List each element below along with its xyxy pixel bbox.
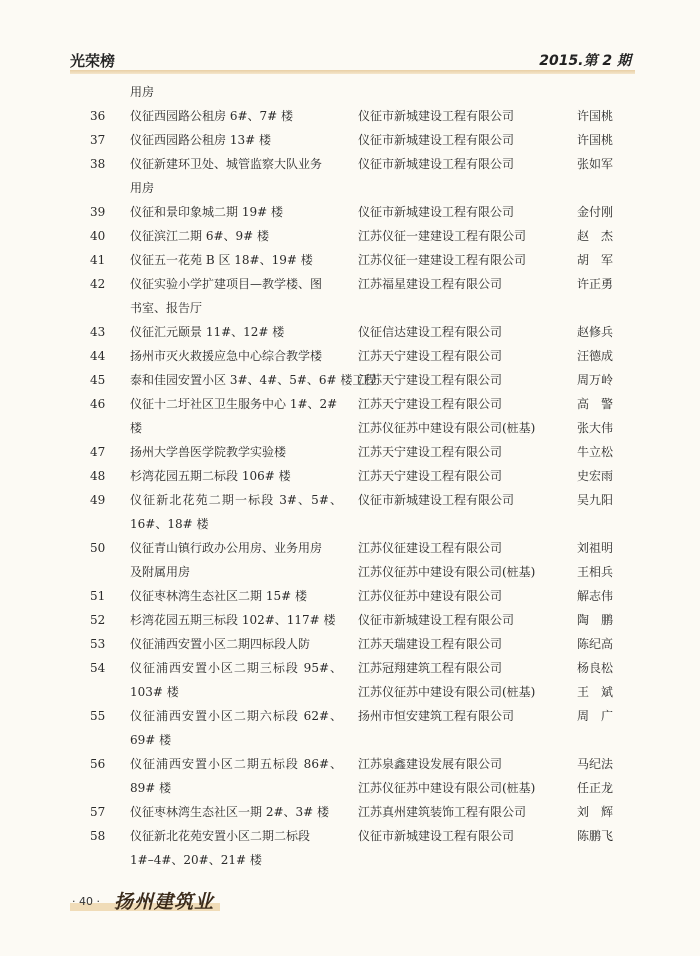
project-manager: 陈鹏飞: [577, 829, 614, 843]
project-name: 仪征西园路公租房 13# 楼: [130, 133, 271, 147]
project-manager: 解志伟: [577, 589, 614, 603]
construction-company: 江苏天宁建设工程有限公司: [358, 445, 503, 459]
item-number: 51: [90, 589, 106, 603]
item-number: 55: [90, 709, 106, 723]
project-name: 扬州大学兽医学院教学实验楼: [130, 445, 287, 459]
project-manager: 张如军: [577, 157, 614, 171]
item-number: 52: [90, 613, 106, 627]
list-row: [0, 416, 700, 440]
project-manager: 许国桃: [577, 109, 614, 123]
project-name: 仪征枣林湾生态社区一期 2#、3# 楼: [130, 805, 330, 819]
construction-company: 江苏仪征苏中建设有限公司(桩基): [358, 421, 536, 435]
list-row: [0, 392, 700, 416]
list-row: [0, 200, 700, 224]
item-number: 37: [90, 133, 106, 147]
item-number: 45: [90, 373, 106, 387]
construction-company: 江苏天宁建设工程有限公司: [358, 349, 503, 363]
list-row: [0, 488, 700, 512]
project-name: 仪征和景印象城二期 19# 楼: [130, 205, 283, 219]
list-row: [0, 368, 700, 392]
project-name: 仪征新北花苑二期一标段 3#、5#、: [130, 493, 342, 507]
list-row: [0, 536, 700, 560]
list-row: [0, 752, 700, 776]
list-row: [0, 80, 700, 104]
project-manager: 陈纪高: [577, 637, 614, 651]
project-manager: 张大伟: [577, 421, 614, 435]
construction-company: 江苏福星建设工程有限公司: [358, 277, 503, 291]
project-name: 杉湾花园五期二标段 106# 楼: [130, 469, 291, 483]
project-manager: 金付刚: [577, 205, 614, 219]
construction-company: 江苏仪征苏中建设有限公司: [358, 589, 503, 603]
project-name: 仪征新北花苑安置小区二期二标段: [130, 829, 311, 843]
project-name: 仪征新建环卫处、城管监察大队业务: [130, 157, 323, 171]
project-name: 用房: [130, 85, 155, 99]
project-name: 仪征青山镇行政办公用房、业务用房: [130, 541, 323, 555]
list-row: [0, 248, 700, 272]
page-number: · 40 ·: [72, 895, 100, 908]
list-row: [0, 824, 700, 848]
list-row: [0, 848, 700, 872]
item-number: 50: [90, 541, 106, 555]
page-header: [70, 44, 635, 72]
project-manager: 王 斌: [577, 685, 614, 699]
list-row: [0, 320, 700, 344]
project-manager: 许国桃: [577, 133, 614, 147]
construction-company: 江苏仪征苏中建设有限公司(桩基): [358, 685, 536, 699]
project-manager: 赵修兵: [577, 325, 614, 339]
list-row: [0, 296, 700, 320]
project-name: 泰和佳园安置小区 3#、4#、5#、6# 楼工程: [130, 373, 377, 387]
project-manager: 周 广: [577, 709, 614, 723]
project-name: 及附属用房: [130, 565, 191, 579]
item-number: 40: [90, 229, 106, 243]
project-name: 仪征浦西安置小区二期三标段 95#、: [130, 661, 342, 675]
honor-list: [0, 80, 700, 872]
item-number: 44: [90, 349, 106, 363]
list-row: [0, 680, 700, 704]
project-manager: 牛立松: [577, 445, 614, 459]
list-row: [0, 152, 700, 176]
construction-company: 江苏天宁建设工程有限公司: [358, 469, 503, 483]
list-row: [0, 104, 700, 128]
list-row: [0, 800, 700, 824]
construction-company: 江苏仪征苏中建设有限公司(桩基): [358, 781, 536, 795]
project-name: 书室、报告厅: [130, 301, 203, 315]
item-number: 53: [90, 637, 106, 651]
construction-company: 仪征信达建设工程有限公司: [358, 325, 503, 339]
project-manager: 赵 杰: [577, 229, 614, 243]
list-row: [0, 344, 700, 368]
list-row: [0, 776, 700, 800]
item-number: 47: [90, 445, 106, 459]
project-manager: 杨良松: [577, 661, 614, 675]
project-name: 仪征枣林湾生态社区二期 15# 楼: [130, 589, 307, 603]
item-number: 38: [90, 157, 106, 171]
list-row: [0, 128, 700, 152]
list-row: [0, 440, 700, 464]
item-number: 42: [90, 277, 106, 291]
construction-company: 仪征市新城建设工程有限公司: [358, 133, 515, 147]
project-name: 杉湾花园五期三标段 102#、117# 楼: [130, 613, 336, 627]
construction-company: 江苏天瑞建设工程有限公司: [358, 637, 503, 651]
list-row: [0, 704, 700, 728]
list-row: [0, 728, 700, 752]
list-row: [0, 632, 700, 656]
item-number: 41: [90, 253, 106, 267]
issue-label: 2015.第 2 期: [539, 53, 631, 69]
project-manager: 陶 鹏: [577, 613, 614, 627]
construction-company: 江苏仪征苏中建设有限公司(桩基): [358, 565, 536, 579]
construction-company: 仪征市新城建设工程有限公司: [358, 829, 515, 843]
project-name: 仪征十二圩社区卫生服务中心 1#、2#: [130, 397, 338, 411]
magazine-logo: 扬州建筑业: [114, 891, 215, 913]
item-number: 57: [90, 805, 106, 819]
project-manager: 汪德成: [577, 349, 614, 363]
project-name: 楼: [130, 421, 143, 435]
construction-company: 仪征市新城建设工程有限公司: [358, 613, 515, 627]
construction-company: 江苏仪征建设工程有限公司: [358, 541, 503, 555]
list-row: [0, 608, 700, 632]
project-name: 69# 楼: [130, 733, 172, 747]
item-number: 58: [90, 829, 106, 843]
project-name: 仪征浦西安置小区二期六标段 62#、: [130, 709, 342, 723]
list-row: [0, 656, 700, 680]
list-row: [0, 464, 700, 488]
project-manager: 刘 辉: [577, 805, 614, 819]
project-name: 仪征五一花苑 B 区 18#、19# 楼: [130, 253, 313, 267]
construction-company: 江苏仪征一建建设工程有限公司: [358, 253, 527, 267]
list-row: [0, 584, 700, 608]
construction-company: 仪征市新城建设工程有限公司: [358, 157, 515, 171]
list-row: [0, 176, 700, 200]
construction-company: 江苏仪征一建建设工程有限公司: [358, 229, 527, 243]
project-name: 仪征滨江二期 6#、9# 楼: [130, 229, 270, 243]
item-number: 56: [90, 757, 106, 771]
item-number: 46: [90, 397, 106, 411]
construction-company: 仪征市新城建设工程有限公司: [358, 109, 515, 123]
construction-company: 江苏天宁建设工程有限公司: [358, 373, 503, 387]
item-number: 43: [90, 325, 106, 339]
project-manager: 王相兵: [577, 565, 614, 579]
project-name: 仪征浦西安置小区二期五标段 86#、: [130, 757, 342, 771]
construction-company: 江苏冠翔建筑工程有限公司: [358, 661, 503, 675]
page-footer: [70, 891, 220, 921]
project-manager: 胡 军: [577, 253, 614, 267]
section-title: 光荣榜: [70, 52, 116, 70]
construction-company: 江苏真州建筑装饰工程有限公司: [358, 805, 527, 819]
item-number: 54: [90, 661, 106, 675]
project-manager: 马纪法: [577, 757, 614, 771]
construction-company: 江苏泉鑫建设发展有限公司: [358, 757, 503, 771]
list-row: [0, 512, 700, 536]
item-number: 49: [90, 493, 106, 507]
list-row: [0, 560, 700, 584]
construction-company: 仪征市新城建设工程有限公司: [358, 493, 515, 507]
list-row: [0, 224, 700, 248]
construction-company: 江苏天宁建设工程有限公司: [358, 397, 503, 411]
list-row: [0, 272, 700, 296]
project-name: 仪征实验小学扩建项目—教学楼、图: [130, 277, 323, 291]
project-name: 16#、18# 楼: [130, 517, 209, 531]
project-name: 103# 楼: [130, 685, 179, 699]
project-manager: 刘祖明: [577, 541, 614, 555]
project-name: 用房: [130, 181, 155, 195]
project-manager: 许正勇: [577, 277, 614, 291]
project-name: 仪征西园路公租房 6#、7# 楼: [130, 109, 294, 123]
project-name: 89# 楼: [130, 781, 172, 795]
header-rule: [70, 70, 635, 74]
item-number: 36: [90, 109, 106, 123]
project-manager: 史宏雨: [577, 469, 614, 483]
project-name: 仪征汇元颐景 11#、12# 楼: [130, 325, 285, 339]
project-manager: 吴九阳: [577, 493, 614, 507]
project-name: 扬州市灭火救援应急中心综合教学楼: [130, 349, 323, 363]
construction-company: 仪征市新城建设工程有限公司: [358, 205, 515, 219]
construction-company: 扬州市恒安建筑工程有限公司: [358, 709, 515, 723]
project-name: 仪征浦西安置小区二期四标段人防: [130, 637, 311, 651]
project-name: 1#–4#、20#、21# 楼: [130, 853, 262, 867]
item-number: 48: [90, 469, 106, 483]
project-manager: 高 警: [577, 397, 614, 411]
item-number: 39: [90, 205, 106, 219]
project-manager: 周万岭: [577, 373, 614, 387]
project-manager: 任正龙: [577, 781, 614, 795]
